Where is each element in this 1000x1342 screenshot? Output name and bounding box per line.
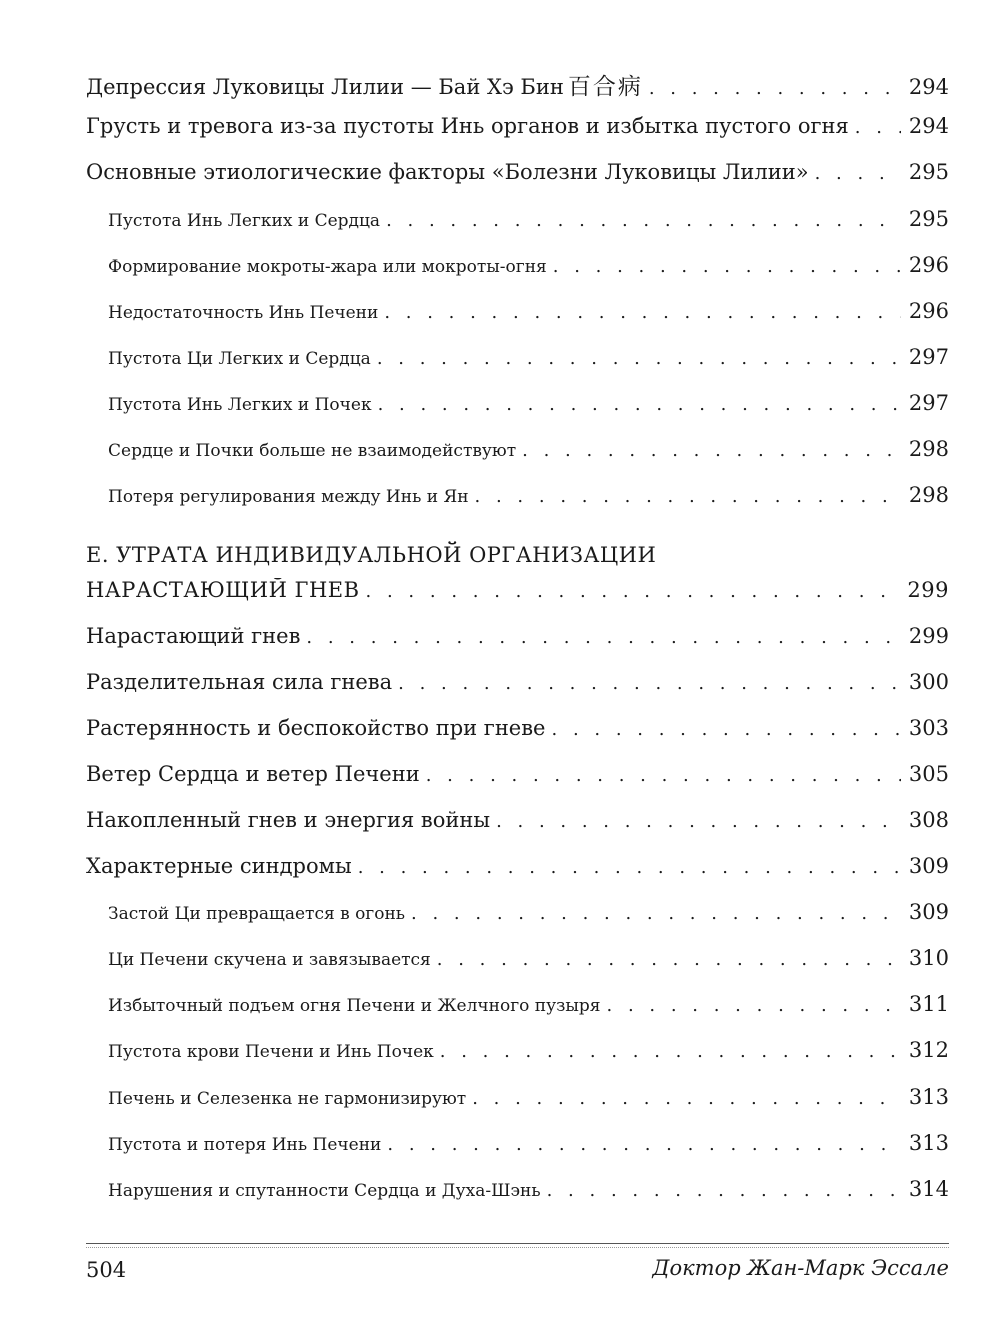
toc-entry-title: Разделительная сила гнева [86, 670, 393, 694]
toc-entry-page: 313 [908, 1131, 949, 1155]
toc-entry-page: 294 [908, 75, 949, 99]
toc-entry-title: Нарушения и спутанности Сердца и Духа-Шэнь [108, 1181, 541, 1201]
toc-entry-page: 294 [908, 114, 949, 138]
toc-entry-title: Характерные синдромы [86, 854, 352, 878]
toc-subentry [108, 437, 949, 471]
dot-leader [378, 394, 901, 415]
toc-entry-page: 299 [907, 578, 949, 602]
toc-entry-title: Ветер Сердца и ветер Печени [86, 762, 420, 786]
toc-subentry [108, 1131, 949, 1165]
dot-leader [398, 673, 901, 694]
toc-entry-title: Печень и Селезенка не гармонизируют [108, 1089, 467, 1109]
toc-entry-page: 308 [908, 808, 949, 832]
running-footer-author: Доктор Жан-Марк Эссале [652, 1256, 949, 1280]
toc-entry-page: 296 [908, 299, 949, 323]
dot-leader [386, 210, 901, 231]
toc-entry-title: Недостаточность Инь Печени [108, 303, 379, 323]
toc-subentry [108, 345, 949, 379]
toc-entry-title: Сердце и Почки больше не взаимодействуют [108, 441, 517, 461]
toc-entry [86, 160, 949, 194]
toc-entry-page: 309 [908, 854, 949, 878]
toc-entry [86, 808, 949, 842]
toc-entry-page: 299 [908, 624, 949, 648]
toc-entry-title: Избыточный подъем огня Печени и Желчного пузыря [108, 996, 601, 1016]
toc-entry-title: Пустота Инь Легких и Сердца [108, 211, 381, 231]
toc-subentry [108, 1177, 949, 1211]
dot-leader [475, 486, 901, 507]
dot-leader [358, 857, 901, 878]
dot-leader [552, 719, 901, 740]
toc-entry [86, 854, 949, 888]
toc-entry-page: 303 [908, 716, 949, 740]
dot-leader [377, 348, 901, 369]
toc-entry-title: Растерянность и беспокойство при гневе [86, 716, 546, 740]
dot-leader [426, 765, 901, 786]
dot-leader [384, 302, 901, 323]
toc-entry-title: Потеря регулирования между Инь и Ян [108, 487, 469, 507]
section-heading-title: НАРАСТАЮЩИЙ ГНЕВ [86, 578, 360, 602]
dot-leader [306, 627, 900, 648]
toc-entry-title: Пустота и потеря Инь Печени [108, 1135, 382, 1155]
toc-entry-page: 297 [908, 345, 949, 369]
page-number: 504 [86, 1258, 127, 1282]
toc-subentry [108, 391, 949, 425]
toc-entry [86, 670, 949, 704]
toc-entry [86, 68, 949, 102]
footer-divider [86, 1243, 949, 1244]
toc-entry-page: 300 [908, 670, 949, 694]
toc-entry-title: Формирование мокроты-жара или мокроты-огня [108, 257, 547, 277]
toc-entry-title: Грусть и тревога из-за пустоты Инь органов и избытка пустого огня [86, 114, 849, 138]
toc-subentry [108, 483, 949, 517]
dot-leader [522, 440, 901, 461]
toc-subentry [108, 900, 949, 934]
toc-entry [86, 716, 949, 750]
toc-subentry [108, 1038, 949, 1072]
toc-entry-page: 305 [908, 762, 949, 786]
toc-entry [86, 114, 949, 148]
toc-entry-title: Застой Ци превращается в огонь [108, 904, 406, 924]
toc-entry [86, 762, 949, 796]
footer-divider-dotted [86, 1247, 949, 1248]
toc-subentry [108, 299, 949, 333]
toc-entry-page: 298 [908, 437, 949, 461]
toc-entry-title: Пустота Ци Легких и Сердца [108, 349, 371, 369]
toc-entry-page: 313 [908, 1085, 949, 1109]
toc-entry-page: 295 [908, 207, 949, 231]
section-heading: Е. УТРАТА ИНДИВИДУАЛЬНОЙ ОРГАНИЗАЦИИ [86, 543, 657, 567]
toc-entry-cjk: 百合病 [567, 74, 643, 100]
toc-subentry [108, 207, 949, 241]
toc-entry [86, 624, 949, 658]
toc-subentry [108, 992, 949, 1026]
dot-leader [547, 1180, 901, 1201]
toc-entry-page: 309 [908, 900, 949, 924]
toc-entry-title: Пустота крови Печени и Инь Почек [108, 1042, 434, 1062]
toc-subentry [108, 1085, 949, 1119]
toc-subentry [108, 946, 949, 980]
toc-entry-title: Пустота Инь Легких и Почек [108, 395, 372, 415]
dot-leader [855, 117, 901, 138]
toc-entry-page: 295 [908, 160, 949, 184]
dot-leader [553, 256, 901, 277]
dot-leader [387, 1134, 901, 1155]
dot-leader [815, 163, 901, 184]
dot-leader [496, 811, 901, 832]
toc-entry-page: 297 [908, 391, 949, 415]
toc-entry-title: Накопленный гнев и энергия войны [86, 808, 491, 832]
toc-entry-page: 312 [908, 1038, 949, 1062]
dot-leader [649, 78, 901, 99]
dot-leader [411, 903, 901, 924]
toc-subentry [108, 253, 949, 287]
dot-leader [607, 995, 901, 1016]
toc-entry-title: Нарастающий гнев [86, 624, 301, 648]
toc-entry-title: Ци Печени скучена и завязывается [108, 950, 431, 970]
toc-entry-title: Депрессия Луковицы Лилии — Бай Хэ Бин 百合病 [86, 74, 643, 100]
toc-entry-page: 298 [908, 483, 949, 507]
dot-leader [472, 1088, 901, 1109]
toc-entry-title: Основные этиологические факторы «Болезни Луковицы Лилии» [86, 160, 809, 184]
dot-leader [437, 949, 901, 970]
toc-entry-page: 311 [908, 992, 949, 1016]
toc-entry-page: 310 [908, 946, 949, 970]
dot-leader [366, 581, 900, 602]
toc-entry-page: 314 [908, 1177, 949, 1201]
section-heading-entry [86, 578, 949, 612]
dot-leader [440, 1041, 901, 1062]
toc-entry-page: 296 [908, 253, 949, 277]
